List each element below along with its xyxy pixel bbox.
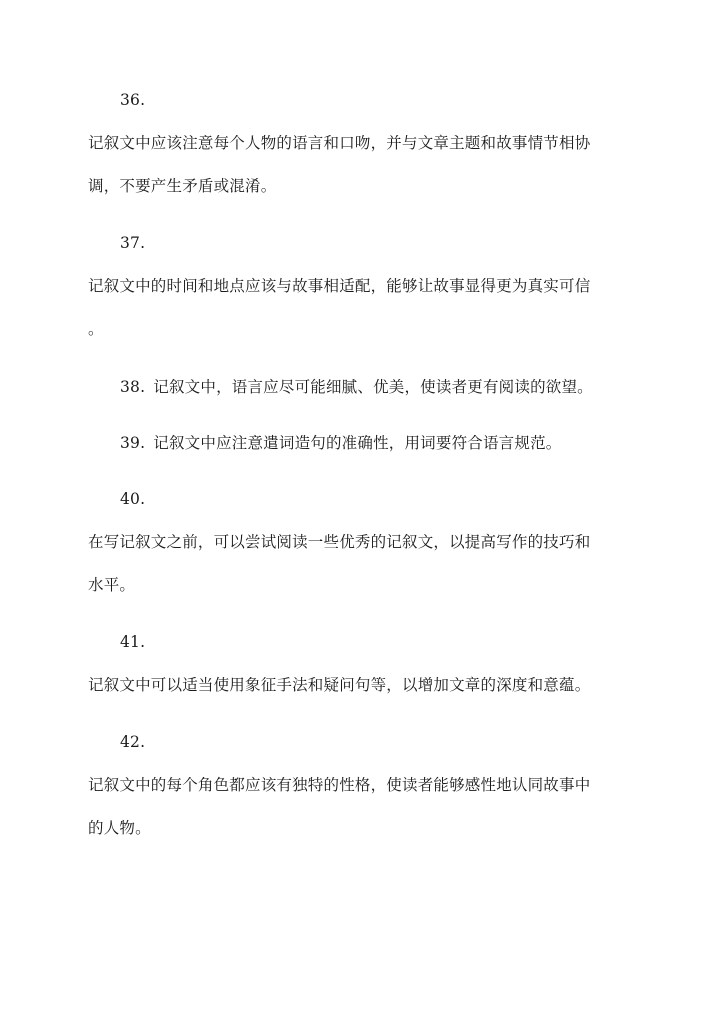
item-number-39: 39. <box>120 434 146 452</box>
item-36-line-1: 记叙文中应该注意每个人物的语言和口吻，并与文章主题和故事情节相协 <box>88 134 591 152</box>
item-41-line-1: 记叙文中可以适当使用象征手法和疑问句等，以增加文章的深度和意蕴。 <box>88 676 591 694</box>
item-number-42: 42. <box>120 733 146 751</box>
item-36-line-2: 调，不要产生矛盾或混淆。 <box>88 177 277 195</box>
item-38-text: 记叙文中，语言应尽可能细腻、优美，使读者更有阅读的欲望。 <box>153 378 593 396</box>
item-number-38: 38. <box>120 378 146 396</box>
item-38 <box>120 376 593 398</box>
item-39-text: 记叙文中应注意遣词造句的准确性，用词要符合语言规范。 <box>153 434 562 452</box>
item-42-line-1: 记叙文中的每个角色都应该有独特的性格，使读者能够感性地认同故事中 <box>88 776 591 794</box>
item-number-37: 37. <box>120 234 146 252</box>
item-number-36: 36. <box>120 91 146 109</box>
item-42-line-2: 的人物。 <box>88 819 151 837</box>
item-number-41: 41. <box>120 633 146 651</box>
item-39 <box>120 432 561 454</box>
item-37-line-1: 记叙文中的时间和地点应该与故事相适配，能够让故事显得更为真实可信 <box>88 277 591 295</box>
item-37-line-2: 。 <box>88 320 104 338</box>
item-40-line-2: 水平。 <box>88 576 136 594</box>
item-number-40: 40. <box>120 490 146 508</box>
item-40-line-1: 在写记叙文之前，可以尝试阅读一些优秀的记叙文，以提高写作的技巧和 <box>88 533 591 551</box>
